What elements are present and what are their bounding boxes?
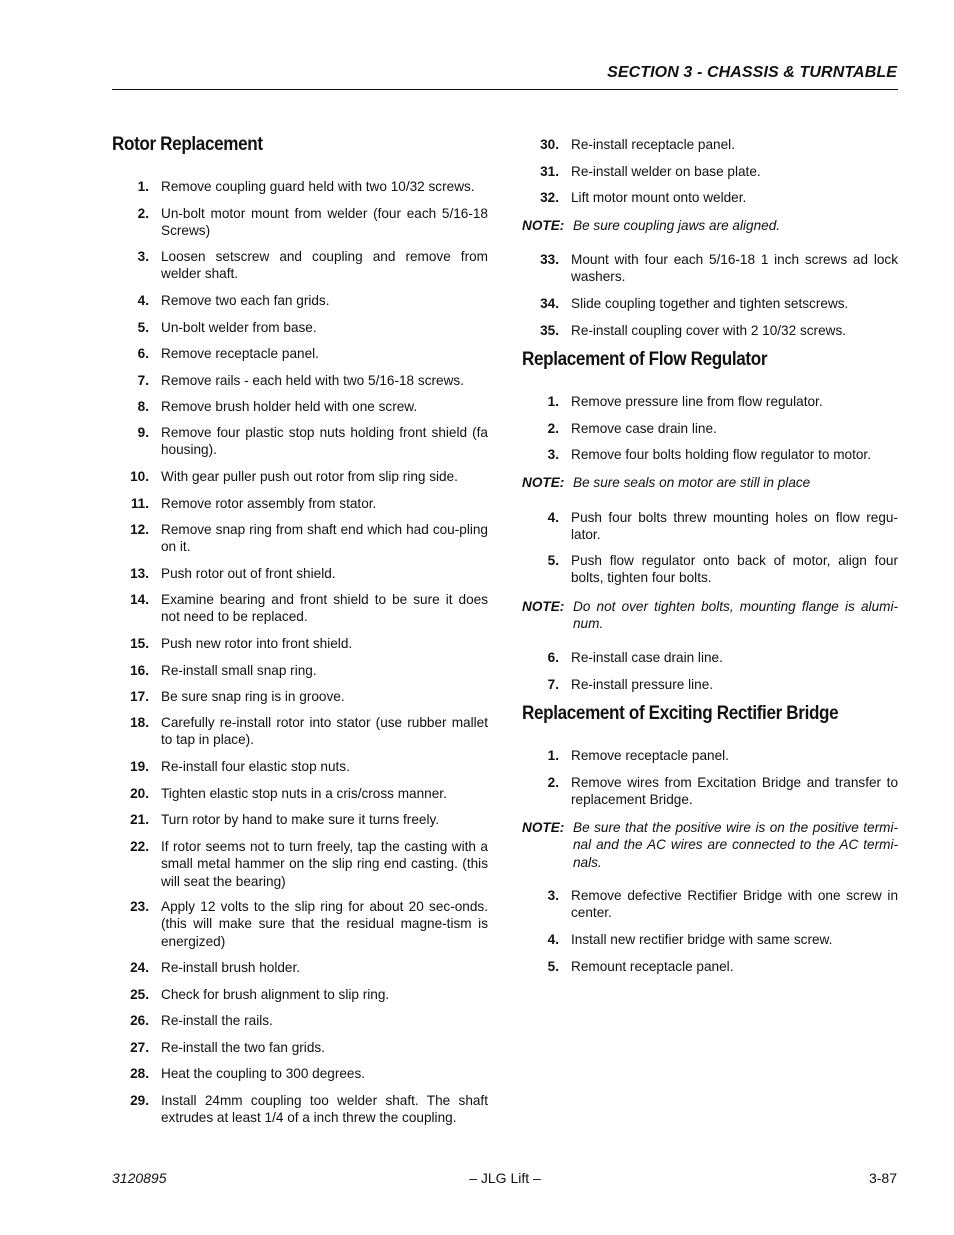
- note-label: NOTE:: [522, 475, 565, 490]
- step-number: 14.: [130, 592, 149, 607]
- step-text: Remove rotor assembly from stator.: [161, 496, 377, 511]
- list-item: [522, 163, 898, 180]
- step-text: Loosen setscrew and coupling and remove from welder shaft.: [161, 249, 488, 282]
- step-text: Push rotor out of front shield.: [161, 566, 336, 581]
- step-number: 7.: [137, 373, 149, 388]
- flow-regulator-heading: Replacement of Flow Regulator: [522, 349, 768, 370]
- step-text: Remove case drain line.: [571, 421, 717, 436]
- note-label: NOTE:: [522, 820, 565, 835]
- step-text: Re-install small snap ring.: [161, 663, 317, 678]
- list-item: [522, 931, 898, 948]
- step-number: 5.: [137, 320, 149, 335]
- list-item: [112, 986, 488, 1003]
- step-text: Lift motor mount onto welder.: [571, 190, 747, 205]
- step-number: 1.: [137, 179, 149, 194]
- list-item: [112, 468, 488, 485]
- step-text: Remove snap ring from shaft end which had cou-pling on it.: [161, 522, 488, 555]
- step-text: Remove wires from Excitation Bridge and transfer to replacement Bridge.: [571, 775, 898, 808]
- step-text: Remove receptacle panel.: [161, 346, 319, 361]
- rectifier-bridge-heading: Replacement of Exciting Rectifier Bridge: [522, 703, 839, 724]
- list-item: [112, 635, 488, 652]
- step-number: 35.: [540, 323, 559, 338]
- footer-doc-number: 3120895: [112, 1170, 167, 1186]
- step-number: 5.: [547, 959, 559, 974]
- list-item: [112, 319, 488, 336]
- step-number: 1.: [547, 748, 559, 763]
- step-text: Re-install the two fan grids.: [161, 1040, 325, 1055]
- step-text: Push four bolts threw mounting holes on flow regu-lator.: [571, 510, 898, 543]
- footer-center-text: – JLG Lift –: [469, 1170, 541, 1186]
- step-text: Re-install welder on base plate.: [571, 164, 761, 179]
- list-item: [112, 248, 488, 283]
- step-text: Push new rotor into front shield.: [161, 636, 353, 651]
- step-number: 22.: [130, 839, 149, 854]
- list-item: [522, 676, 898, 693]
- step-number: 8.: [137, 399, 149, 414]
- step-text: Un-bolt motor mount from welder (four each 5/16-18 Screws): [161, 206, 488, 239]
- step-text: Slide coupling together and tighten setscrews.: [571, 296, 849, 311]
- step-text: Re-install coupling cover with 2 10/32 screws.: [571, 323, 847, 338]
- list-item: [522, 136, 898, 153]
- step-text: Apply 12 volts to the slip ring for about 20 sec-onds.(this will make sure that the residual magne-tism is energized): [161, 899, 488, 949]
- step-number: 34.: [540, 296, 559, 311]
- step-number: 10.: [130, 469, 149, 484]
- step-number: 3.: [547, 447, 559, 462]
- step-text: Remove rails - each held with two 5/16-18 screws.: [161, 373, 464, 388]
- step-number: 23.: [130, 899, 149, 914]
- list-item: [112, 758, 488, 775]
- list-item: [112, 565, 488, 582]
- step-number: 20.: [130, 786, 149, 801]
- step-number: 13.: [130, 566, 149, 581]
- list-item: [112, 959, 488, 976]
- step-number: 28.: [130, 1066, 149, 1081]
- step-number: 6.: [547, 650, 559, 665]
- step-number: 2.: [137, 206, 149, 221]
- list-item: [112, 714, 488, 749]
- step-number: 4.: [137, 293, 149, 308]
- note: [522, 474, 898, 491]
- step-text: Remove two each fan grids.: [161, 293, 330, 308]
- note: [522, 598, 898, 633]
- step-text: Remove defective Rectifier Bridge with one screw in center.: [571, 888, 898, 921]
- list-item: [112, 424, 488, 459]
- step-number: 16.: [130, 663, 149, 678]
- list-item: [112, 345, 488, 362]
- step-text: Install 24mm coupling too welder shaft. The shaft extrudes at least 1/4 of a inch threw the coupling.: [161, 1093, 488, 1126]
- list-item: [112, 898, 488, 950]
- step-text: Remove four plastic stop nuts holding front shield (fa housing).: [161, 425, 488, 458]
- step-number: 18.: [130, 715, 149, 730]
- list-item: [112, 662, 488, 679]
- step-text: Re-install brush holder.: [161, 960, 301, 975]
- step-number: 33.: [540, 252, 559, 267]
- step-text: Check for brush alignment to slip ring.: [161, 987, 390, 1002]
- step-text: Re-install four elastic stop nuts.: [161, 759, 350, 774]
- list-item: [522, 747, 898, 764]
- step-number: 1.: [547, 394, 559, 409]
- list-item: [112, 1092, 488, 1127]
- list-item: [112, 205, 488, 240]
- step-number: 27.: [130, 1040, 149, 1055]
- list-item: [112, 591, 488, 626]
- note-text: Be sure seals on motor are still in place: [573, 475, 811, 490]
- step-text: Remove pressure line from flow regulator.: [571, 394, 823, 409]
- step-number: 7.: [547, 677, 559, 692]
- list-item: [112, 811, 488, 828]
- step-text: Remove four bolts holding flow regulator to motor.: [571, 447, 871, 462]
- list-item: [112, 838, 488, 890]
- note-text: Be sure that the positive wire is on the positive termi-nal and the AC wires are connected to the AC termi-nals.: [573, 820, 898, 870]
- step-text: If rotor seems not to turn freely, tap the casting with a small metal hammer on the slip ring end casting. (this will seat the bearing): [161, 839, 488, 889]
- list-item: [112, 1065, 488, 1082]
- note: [522, 217, 898, 234]
- list-item: [522, 295, 898, 312]
- note-label: NOTE:: [522, 218, 565, 233]
- step-number: 5.: [547, 553, 559, 568]
- list-item: [522, 393, 898, 410]
- step-text: Re-install pressure line.: [571, 677, 714, 692]
- note-text: Do not over tighten bolts, mounting flange is alumi-num.: [573, 599, 898, 632]
- step-text: With gear puller push out rotor from slip ring side.: [161, 469, 458, 484]
- list-item: [112, 495, 488, 512]
- list-item: [522, 887, 898, 922]
- list-item: [522, 251, 898, 286]
- note: [522, 819, 898, 871]
- step-text: Be sure snap ring is in groove.: [161, 689, 345, 704]
- step-number: 19.: [130, 759, 149, 774]
- step-text: Re-install case drain line.: [571, 650, 723, 665]
- list-item: [522, 420, 898, 437]
- step-text: Re-install receptacle panel.: [571, 137, 735, 152]
- step-text: Install new rectifier bridge with same screw.: [571, 932, 833, 947]
- step-number: 24.: [130, 960, 149, 975]
- step-number: 30.: [540, 137, 559, 152]
- list-item: [112, 521, 488, 556]
- list-item: [112, 372, 488, 389]
- note-label: NOTE:: [522, 599, 565, 614]
- step-number: 2.: [547, 421, 559, 436]
- list-item: [112, 1039, 488, 1056]
- step-text: Examine bearing and front shield to be sure it does not need to be replaced.: [161, 592, 488, 625]
- step-text: Remove receptacle panel.: [571, 748, 729, 763]
- note-text: Be sure coupling jaws are aligned.: [573, 218, 781, 233]
- rotor-replacement-heading: Rotor Replacement: [112, 134, 263, 155]
- list-item: [522, 189, 898, 206]
- step-text: Turn rotor by hand to make sure it turns freely.: [161, 812, 440, 827]
- list-item: [522, 774, 898, 809]
- step-number: 6.: [137, 346, 149, 361]
- list-item: [112, 785, 488, 802]
- step-number: 21.: [130, 812, 149, 827]
- step-number: 4.: [547, 932, 559, 947]
- list-item: [112, 1012, 488, 1029]
- footer-page-number: 3-87: [868, 1170, 897, 1186]
- step-text: Un-bolt welder from base.: [161, 320, 317, 335]
- step-number: 29.: [130, 1093, 149, 1108]
- step-number: 4.: [547, 510, 559, 525]
- list-item: [112, 688, 488, 705]
- step-number: 9.: [137, 425, 149, 440]
- step-number: 32.: [540, 190, 559, 205]
- list-item: [112, 178, 488, 195]
- step-text: Heat the coupling to 300 degrees.: [161, 1066, 366, 1081]
- step-number: 17.: [130, 689, 149, 704]
- step-number: 3.: [137, 249, 149, 264]
- step-text: Carefully re-install rotor into stator (use rubber mallet to tap in place).: [161, 715, 488, 748]
- step-number: 2.: [547, 775, 559, 790]
- step-text: Remove coupling guard held with two 10/32 screws.: [161, 179, 475, 194]
- step-number: 3.: [547, 888, 559, 903]
- list-item: [522, 509, 898, 544]
- step-text: Re-install the rails.: [161, 1013, 273, 1028]
- list-item: [522, 552, 898, 587]
- list-item: [522, 958, 898, 975]
- step-number: 31.: [540, 164, 559, 179]
- step-text: Push flow regulator onto back of motor, align four bolts, tighten four bolts.: [571, 553, 898, 586]
- header-rule: [112, 89, 898, 90]
- step-number: 12.: [130, 522, 149, 537]
- list-item: [112, 398, 488, 415]
- step-text: Remove brush holder held with one screw.: [161, 399, 418, 414]
- step-number: 11.: [130, 496, 149, 511]
- list-item: [522, 446, 898, 463]
- list-item: [522, 649, 898, 666]
- list-item: [112, 292, 488, 309]
- step-number: 25.: [130, 987, 149, 1002]
- step-number: 26.: [130, 1013, 149, 1028]
- step-text: Remount receptacle panel.: [571, 959, 734, 974]
- step-text: Mount with four each 5/16-18 1 inch screws ad lock washers.: [571, 252, 898, 285]
- step-text: Tighten elastic stop nuts in a cris/cross manner.: [161, 786, 447, 801]
- list-item: [522, 322, 898, 339]
- page-header-title: SECTION 3 - CHASSIS & TURNTABLE: [607, 64, 897, 81]
- step-number: 15.: [130, 636, 149, 651]
